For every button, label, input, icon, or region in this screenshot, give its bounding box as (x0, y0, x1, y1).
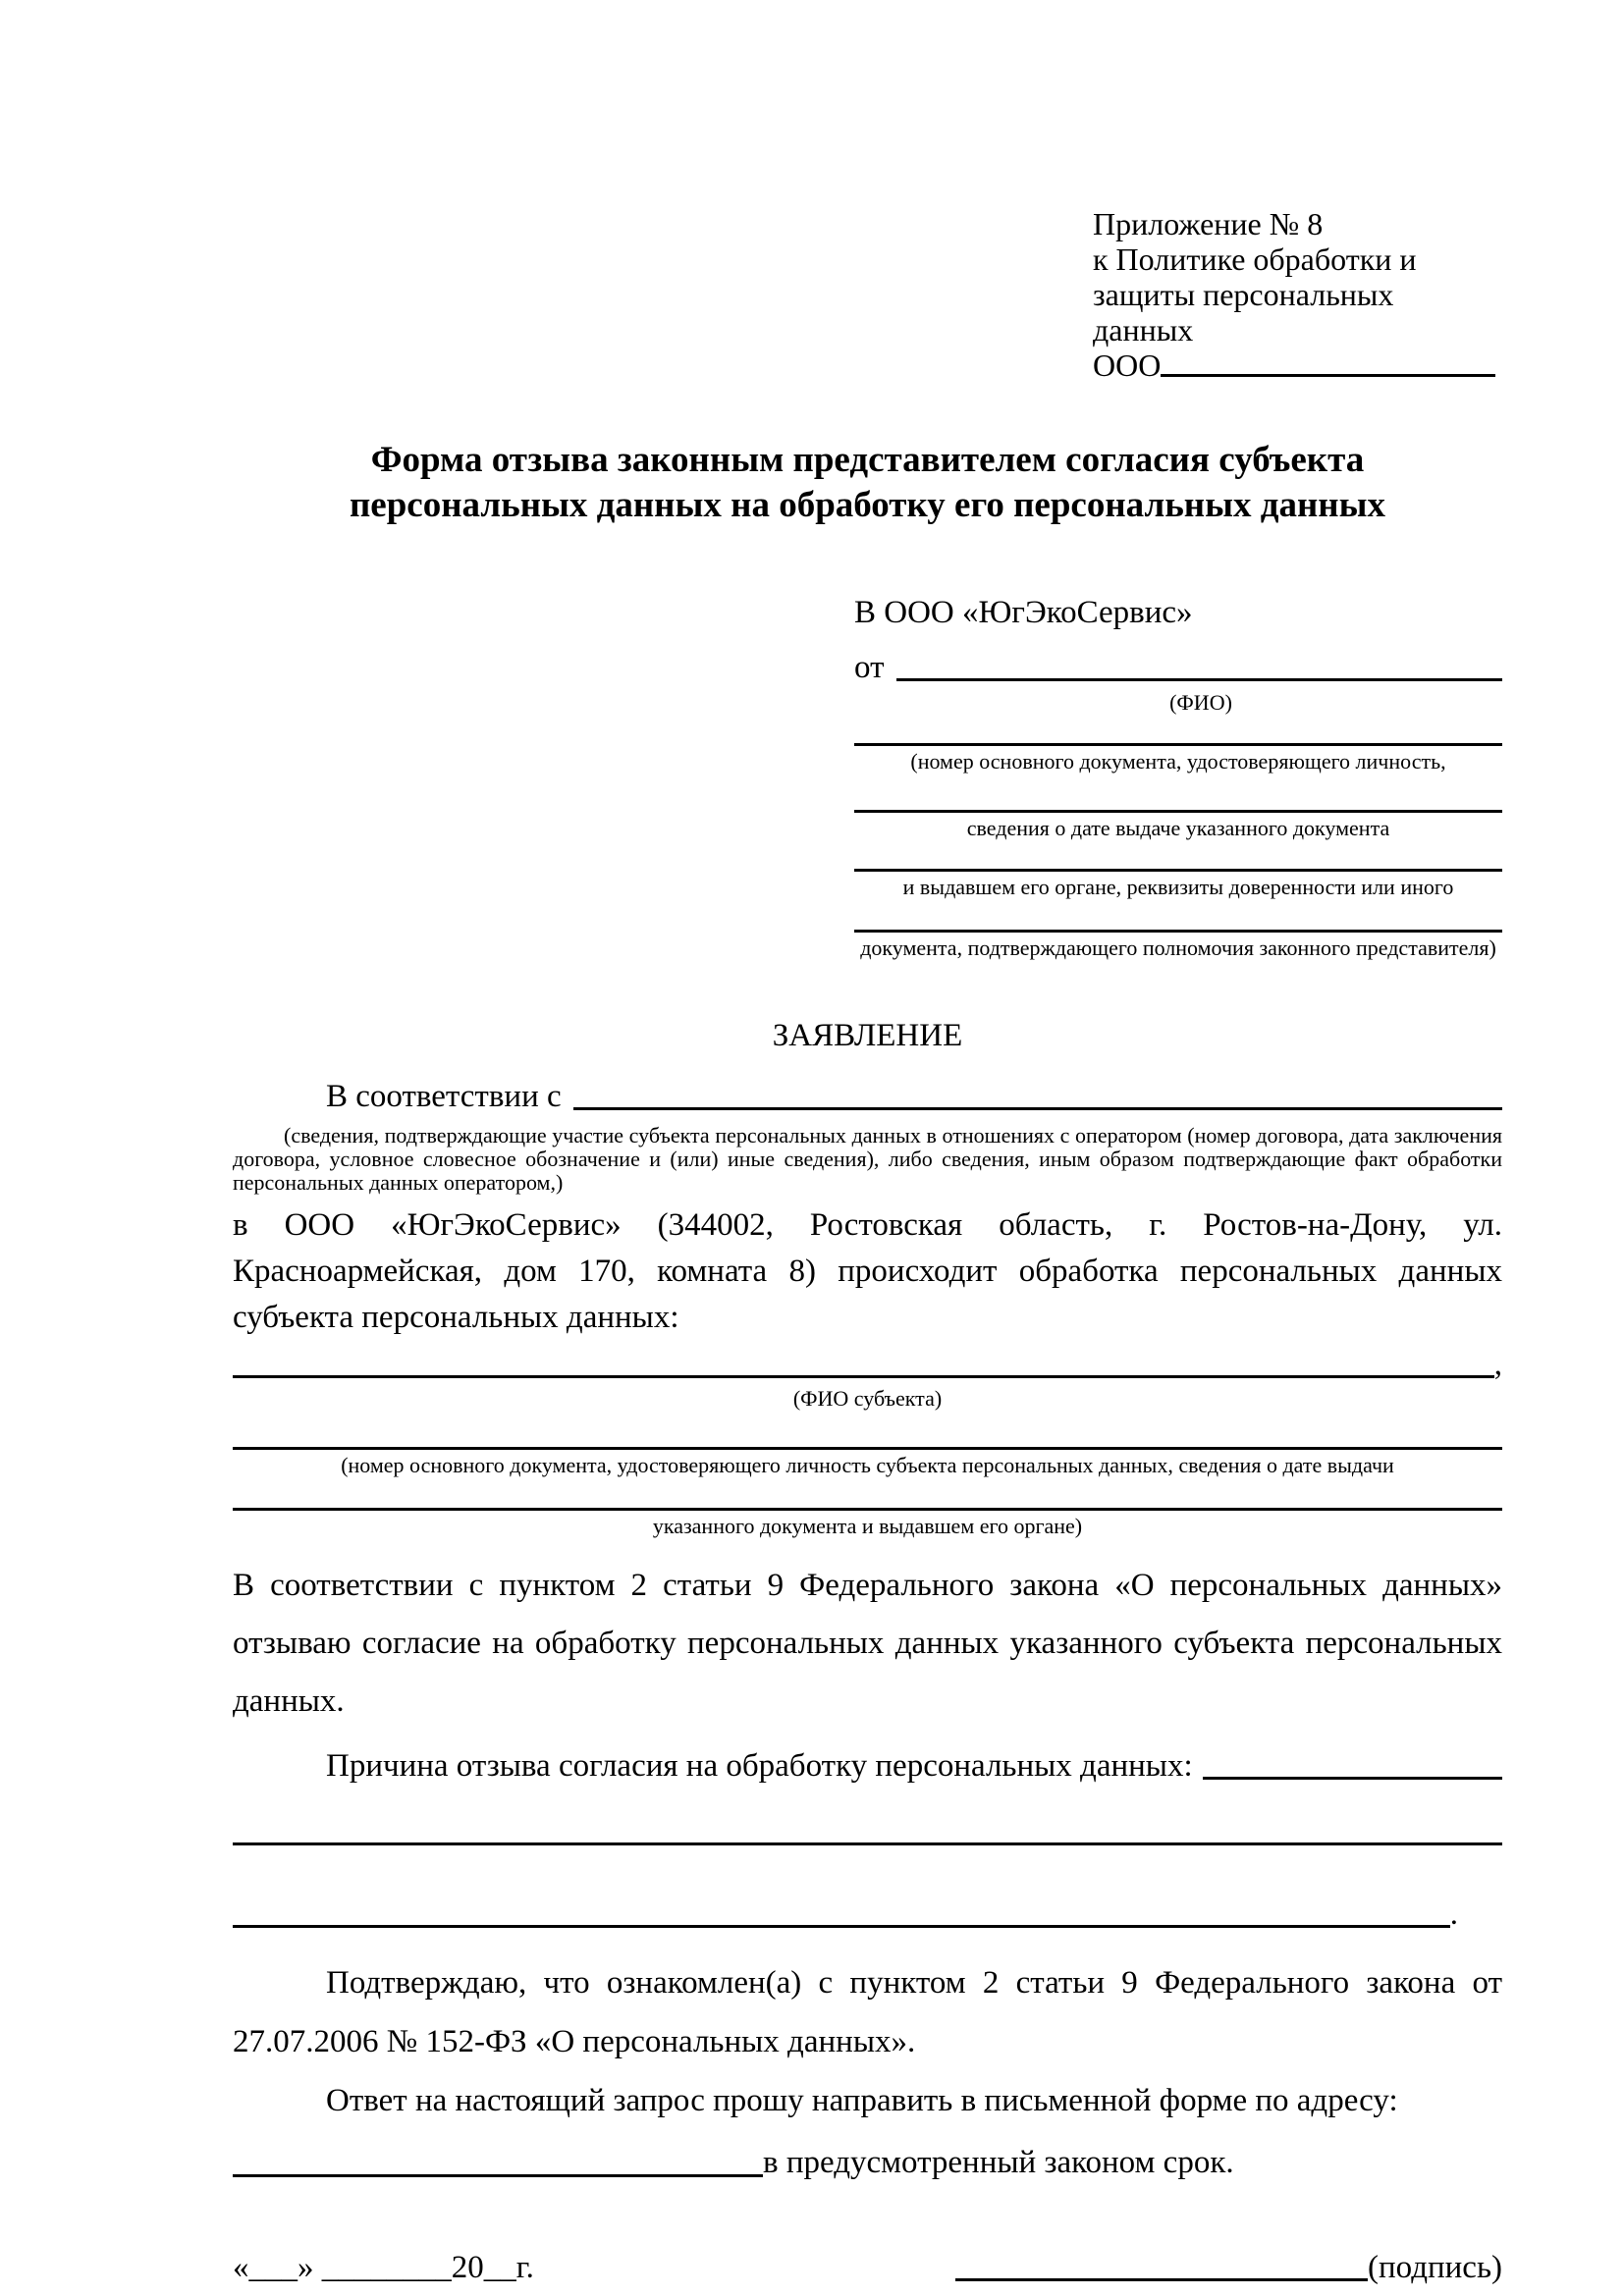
subject-fio-caption: (ФИО субъекта) (792, 1386, 943, 1411)
appendix-ooo-label: ООО (1093, 347, 1162, 383)
subject-doc-blank-line-1 (233, 1447, 1502, 1450)
appendix-line-3: защиты персональных данных (1093, 277, 1394, 347)
signature-caption: (подпись) (1368, 2250, 1502, 2285)
footer-row (233, 2248, 1502, 2287)
appendix-ooo-blank-line (1161, 374, 1495, 377)
from-fio-blank-line (896, 678, 1503, 681)
reply-paragraph: Ответ на настоящий запрос прошу направить в письменной форме по адресу: (326, 2083, 1398, 2118)
in-accordance-blank-line (573, 1107, 1502, 1110)
subject-fio-blank-line (233, 1375, 1494, 1378)
confirm-paragraph: Подтверждаю, что ознакомлен(а) с пунктом 2 статьи 9 Федерального закона от 27.07.2006 № 152-ФЗ «О персональных данных». (233, 1965, 1502, 2059)
subject-doc-blank-line-2 (233, 1508, 1502, 1511)
doc-blank-line-3 (854, 869, 1502, 872)
page-title: Форма отзыва законным представителем согласия субъекта персональных данных на обработку его персональных данных (349, 440, 1385, 525)
doc-blank-line-4 (854, 930, 1502, 933)
doc-caption-3: и выдавшем его органе, реквизиты доверенности или иного (902, 875, 1454, 899)
fio-caption: (ФИО) (1169, 690, 1232, 715)
fine-print-caption: (сведения, подтверждающие участие субъекта персональных данных в отношениях с оператором (номер договора, дата заключения договора, условное словесное обозначение и (или) иные сведения), либо сведения, иным образом подтверждающие факт обработки персональных данных оператором,) (233, 1123, 1502, 1195)
addressee-block (854, 593, 1502, 961)
signature-group (955, 2248, 1502, 2287)
reason-blank-line-short (1203, 1777, 1502, 1780)
doc-blank-line-1 (854, 743, 1502, 746)
signature-blank-line (955, 2278, 1368, 2281)
operator-paragraph: в ООО «ЮгЭкоСервис» (344002, Ростовская область, г. Ростов-на-Дону, ул. Красноармейская, дом 170, комната 8) происходит обработка персональных данных субъекта персональных данных: (233, 1207, 1502, 1335)
reason-blank-line-1 (233, 1842, 1502, 1845)
in-accordance-label: В соответствии с (326, 1079, 562, 1114)
date-blank-line: «___» ________20__г. (233, 2250, 534, 2285)
subject-doc-caption-1: (номер основного документа, удостоверяющего личность субъекта персональных данных, сведения о дате выдачи (341, 1453, 1394, 1477)
withdraw-paragraph: В соответствии с пунктом 2 статьи 9 Федерального закона «О персональных данных» отзываю согласие на обработку персональных данных указанного субъекта персональных данных. (233, 1568, 1502, 1719)
subject-doc-caption-2: указанного документа и выдавшем его органе) (652, 1514, 1083, 1538)
reply-address-blank-line (233, 2174, 763, 2177)
doc-blank-line-2 (854, 810, 1502, 813)
reason-blank-line-2 (233, 1925, 1450, 1928)
doc-caption-1: (номер основного документа, удостоверяющего личность, (910, 749, 1446, 774)
addressee-to: В ООО «ЮгЭкоСервис» (854, 595, 1193, 630)
reason-period: . (1449, 1896, 1458, 1932)
reply-suffix: в предусмотренный законом срок. (763, 2145, 1234, 2180)
reason-label: Причина отзыва согласия на обработку персональных данных: (326, 1748, 1193, 1784)
appendix-block (1093, 206, 1495, 383)
subject-fio-comma: , (1493, 1347, 1502, 1382)
from-label: от (854, 650, 885, 685)
appendix-line-2: к Политике обработки и (1093, 241, 1417, 277)
doc-caption-4: документа, подтверждающего полномочия законного представителя) (860, 935, 1496, 960)
doc-caption-2: сведения о дате выдаче указанного документа (966, 816, 1390, 840)
statement-heading: ЗАЯВЛЕНИЕ (772, 1018, 963, 1053)
appendix-line-1: Приложение № 8 (1093, 206, 1324, 241)
